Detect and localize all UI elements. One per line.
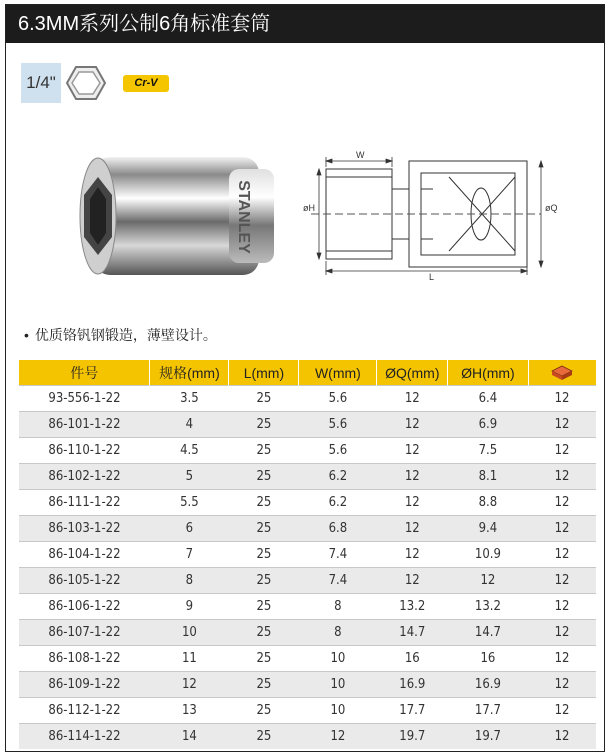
cell-part-no: 86-102-1-22 xyxy=(19,464,150,490)
cell-width: 10 xyxy=(299,672,377,698)
cell-length: 25 xyxy=(229,516,299,542)
cell-length: 25 xyxy=(229,542,299,568)
cell-size: 3.5 xyxy=(150,386,229,412)
table-row xyxy=(19,724,596,750)
cell-length: 25 xyxy=(229,438,299,464)
table-row xyxy=(19,412,596,438)
cell-q-diameter: 17.7 xyxy=(377,698,448,724)
cell-length: 25 xyxy=(229,646,299,672)
cell-width: 10 xyxy=(299,698,377,724)
cell-length: 25 xyxy=(229,620,299,646)
cell-q-diameter: 13.2 xyxy=(377,594,448,620)
cell-size: 8 xyxy=(150,568,229,594)
table-row xyxy=(19,438,596,464)
cell-size: 13 xyxy=(150,698,229,724)
cell-length: 25 xyxy=(229,386,299,412)
table-header-row xyxy=(19,360,596,386)
cell-size: 11 xyxy=(150,646,229,672)
cell-q-diameter: 12 xyxy=(377,438,448,464)
bullet-dot-icon: • xyxy=(24,327,29,343)
dim-label-h: øH xyxy=(303,203,315,213)
cell-part-no: 86-112-1-22 xyxy=(19,698,150,724)
cell-width: 8 xyxy=(299,620,377,646)
table-row xyxy=(19,672,596,698)
col-header-length: L(mm) xyxy=(229,360,299,386)
cell-h-diameter: 10.9 xyxy=(448,542,528,568)
brand-engraving: STANLEY xyxy=(235,180,252,254)
package-icon xyxy=(551,365,573,381)
table-row xyxy=(19,594,596,620)
table-row xyxy=(19,542,596,568)
cell-package-qty: 12 xyxy=(528,620,596,646)
table-row xyxy=(19,490,596,516)
table-row xyxy=(19,464,596,490)
cell-h-diameter: 6.4 xyxy=(448,386,528,412)
catalog-page xyxy=(5,4,605,752)
cell-package-qty: 12 xyxy=(528,438,596,464)
cell-size: 14 xyxy=(150,724,229,750)
table-row xyxy=(19,516,596,542)
cell-h-diameter: 13.2 xyxy=(448,594,528,620)
cell-package-qty: 12 xyxy=(528,646,596,672)
cell-h-diameter: 17.7 xyxy=(448,698,528,724)
cell-h-diameter: 7.5 xyxy=(448,438,528,464)
table-row xyxy=(19,698,596,724)
cell-package-qty: 12 xyxy=(528,672,596,698)
cell-package-qty: 12 xyxy=(528,516,596,542)
cell-width: 5.6 xyxy=(299,386,377,412)
cell-size: 6 xyxy=(150,516,229,542)
cell-size: 7 xyxy=(150,542,229,568)
cell-size: 4 xyxy=(150,412,229,438)
cell-h-diameter: 16.9 xyxy=(448,672,528,698)
cell-size: 5 xyxy=(150,464,229,490)
cell-width: 12 xyxy=(299,724,377,750)
cell-part-no: 86-114-1-22 xyxy=(19,724,150,750)
table-row xyxy=(19,620,596,646)
cell-width: 6.2 xyxy=(299,464,377,490)
cell-length: 25 xyxy=(229,672,299,698)
table-row xyxy=(19,568,596,594)
spec-table xyxy=(19,360,596,749)
cell-q-diameter: 16.9 xyxy=(377,672,448,698)
cell-q-diameter: 14.7 xyxy=(377,620,448,646)
cell-width: 6.2 xyxy=(299,490,377,516)
feature-bullet xyxy=(24,325,217,345)
cell-package-qty: 12 xyxy=(528,464,596,490)
cell-h-diameter: 8.8 xyxy=(448,490,528,516)
col-header-part-no: 件号 xyxy=(19,360,150,386)
col-header-h-diameter: ØH(mm) xyxy=(448,360,528,386)
cell-package-qty: 12 xyxy=(528,412,596,438)
material-badge: Cr-V xyxy=(123,75,169,92)
col-header-package xyxy=(528,360,596,386)
dim-label-q: øQ xyxy=(545,203,558,213)
cell-length: 25 xyxy=(229,490,299,516)
drive-size-label: 1/4" xyxy=(21,63,61,103)
feature-text: 优质铬钒钢锻造，薄壁设计。 xyxy=(34,327,217,343)
cell-h-diameter: 8.1 xyxy=(448,464,528,490)
cell-width: 8 xyxy=(299,594,377,620)
cell-part-no: 86-106-1-22 xyxy=(19,594,150,620)
cell-q-diameter: 12 xyxy=(377,516,448,542)
cell-h-diameter: 16 xyxy=(448,646,528,672)
cell-part-no: 86-110-1-22 xyxy=(19,438,150,464)
col-header-q-diameter: ØQ(mm) xyxy=(377,360,448,386)
cell-h-diameter: 12 xyxy=(448,568,528,594)
dim-label-l: L xyxy=(429,272,435,282)
cell-h-diameter: 14.7 xyxy=(448,620,528,646)
cell-package-qty: 12 xyxy=(528,568,596,594)
cell-width: 7.4 xyxy=(299,542,377,568)
col-header-size: 规格(mm) xyxy=(150,360,229,386)
cell-part-no: 86-109-1-22 xyxy=(19,672,150,698)
cell-length: 25 xyxy=(229,464,299,490)
cell-q-diameter: 12 xyxy=(377,464,448,490)
cell-package-qty: 12 xyxy=(528,386,596,412)
cell-size: 4.5 xyxy=(150,438,229,464)
socket-product-image xyxy=(74,147,279,282)
dimension-drawing xyxy=(301,147,566,282)
cell-part-no: 86-107-1-22 xyxy=(19,620,150,646)
cell-q-diameter: 12 xyxy=(377,386,448,412)
cell-size: 10 xyxy=(150,620,229,646)
page-title: 6.3MM系列公制6角标准套筒 xyxy=(6,5,604,43)
cell-length: 25 xyxy=(229,412,299,438)
cell-q-diameter: 12 xyxy=(377,542,448,568)
cell-part-no: 86-104-1-22 xyxy=(19,542,150,568)
cell-part-no: 86-108-1-22 xyxy=(19,646,150,672)
cell-part-no: 86-101-1-22 xyxy=(19,412,150,438)
cell-h-diameter: 19.7 xyxy=(448,724,528,750)
cell-q-diameter: 12 xyxy=(377,568,448,594)
cell-length: 25 xyxy=(229,724,299,750)
cell-width: 6.8 xyxy=(299,516,377,542)
cell-q-diameter: 12 xyxy=(377,490,448,516)
cell-width: 7.4 xyxy=(299,568,377,594)
cell-part-no: 93-556-1-22 xyxy=(19,386,150,412)
cell-part-no: 86-105-1-22 xyxy=(19,568,150,594)
cell-width: 10 xyxy=(299,646,377,672)
cell-part-no: 86-111-1-22 xyxy=(19,490,150,516)
cell-q-diameter: 19.7 xyxy=(377,724,448,750)
cell-package-qty: 12 xyxy=(528,724,596,750)
cell-size: 9 xyxy=(150,594,229,620)
cell-package-qty: 12 xyxy=(528,542,596,568)
cell-package-qty: 12 xyxy=(528,490,596,516)
cell-q-diameter: 16 xyxy=(377,646,448,672)
cell-package-qty: 12 xyxy=(528,698,596,724)
cell-width: 5.6 xyxy=(299,438,377,464)
cell-length: 25 xyxy=(229,568,299,594)
cell-package-qty: 12 xyxy=(528,594,596,620)
cell-length: 25 xyxy=(229,594,299,620)
cell-length: 25 xyxy=(229,698,299,724)
hexagon-icon xyxy=(66,63,106,103)
cell-h-diameter: 6.9 xyxy=(448,412,528,438)
table-row xyxy=(19,646,596,672)
cell-size: 12 xyxy=(150,672,229,698)
cell-size: 5.5 xyxy=(150,490,229,516)
col-header-width: W(mm) xyxy=(299,360,377,386)
dim-label-w: W xyxy=(356,150,365,160)
table-row xyxy=(19,386,596,412)
cell-width: 5.6 xyxy=(299,412,377,438)
cell-q-diameter: 12 xyxy=(377,412,448,438)
cell-part-no: 86-103-1-22 xyxy=(19,516,150,542)
cell-h-diameter: 9.4 xyxy=(448,516,528,542)
